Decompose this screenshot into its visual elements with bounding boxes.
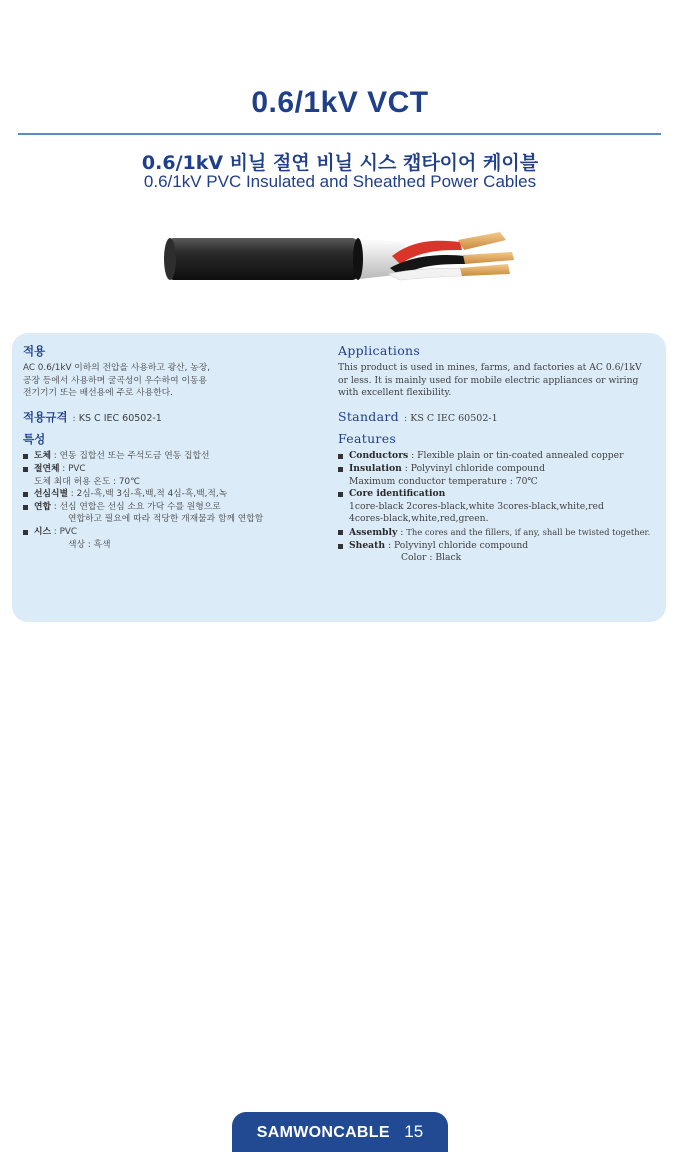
ko-applications-line: 공장 등에서 사용하며 굴곡성이 우수하여 이동용 xyxy=(23,375,207,386)
list-item: Sheath : Polyvinyl chloride compound Color : Black xyxy=(338,540,664,565)
title-divider xyxy=(18,133,661,135)
separator: : xyxy=(72,412,79,424)
list-item: Assembly : The cores and the fillers, if any, shall be twisted together. xyxy=(338,526,664,540)
subtitle-english: 0.6/1kV PVC Insulated and Sheathed Power Cables xyxy=(143,172,537,191)
bullet-icon xyxy=(338,467,343,472)
list-item: Insulation : Polyvinyl chloride compound Maximum conductor temperature : 70℃ xyxy=(338,463,664,488)
ko-applications-heading: 적용 xyxy=(23,344,46,358)
bullet-icon xyxy=(23,492,28,497)
ko-applications-line: AC 0.6/1kV 이하의 전압을 사용하고 광산, 농장, xyxy=(23,363,211,373)
en-features-heading: Features xyxy=(338,431,397,447)
ko-features-list xyxy=(23,450,323,551)
bullet-icon xyxy=(338,454,343,459)
list-item: Core identification 1core-black 2cores-black,white 3cores-black,white,red 4cores-black,white,red,green. xyxy=(338,488,664,526)
ko-standard-row xyxy=(23,406,323,426)
list-item: Conductors : Flexible plain or tin-coated annealed copper xyxy=(338,450,664,463)
cable-image xyxy=(160,228,530,288)
en-applications-line: or less. It is mainly used for mobile electric appliances or wiring xyxy=(338,374,639,386)
english-column xyxy=(338,343,664,565)
page-number: 15 xyxy=(404,1122,424,1141)
en-applications-line: This product is used in mines, farms, and factories at AC 0.6/1kV xyxy=(338,362,642,373)
ko-applications-line: 전기기기 또는 배선용에 주로 사용한다. xyxy=(23,388,173,399)
bullet-icon xyxy=(23,467,28,472)
bullet-icon xyxy=(338,492,343,497)
en-standard-value: KS C IEC 60502-1 xyxy=(410,412,498,424)
list-item: 시스 : PVC 색상 : 흑색 xyxy=(23,526,323,551)
en-features-list xyxy=(338,450,664,564)
page-title: 0.6/1kV VCT xyxy=(251,86,429,119)
bullet-icon xyxy=(23,530,28,535)
bullet-icon xyxy=(23,454,28,459)
en-standard-row xyxy=(338,406,664,426)
en-applications-heading: Applications xyxy=(338,343,421,358)
bullet-icon xyxy=(23,505,28,510)
ko-standard-label: 적용규격 xyxy=(23,409,68,424)
spec-panel xyxy=(12,333,666,622)
en-applications-line: with excellent flexibility. xyxy=(338,387,452,399)
list-item: 연합 : 선심 연합은 선심 소요 가닥 수를 원형으로 연합하고 필요에 따라 적당한 개재물과 함께 연합함 xyxy=(23,501,323,526)
ko-standard-value: KS C IEC 60502-1 xyxy=(78,412,162,424)
list-item: 도체 : 연동 집합선 또는 주석도금 연동 집합선 xyxy=(23,450,323,463)
subtitle-korean: 0.6/1kV 비닐 절연 비닐 시스 캡타이어 케이블 xyxy=(141,152,539,174)
list-item: 선심식별 : 2심-흑,백 3심-흑,백,적 4심-흑,백,적,녹 xyxy=(23,488,323,501)
korean-column xyxy=(23,343,323,551)
footer-tab xyxy=(232,1112,448,1152)
list-item: 절연체 : PVC 도체 최대 허용 온도 : 70℃ xyxy=(23,463,323,488)
bullet-icon xyxy=(338,544,343,549)
footer-brand: SAMWONCABLE xyxy=(256,1124,390,1141)
separator: : xyxy=(404,412,411,424)
en-standard-label: Standard xyxy=(338,408,399,424)
ko-features-heading: 특성 xyxy=(23,432,46,447)
bullet-icon xyxy=(338,530,343,535)
